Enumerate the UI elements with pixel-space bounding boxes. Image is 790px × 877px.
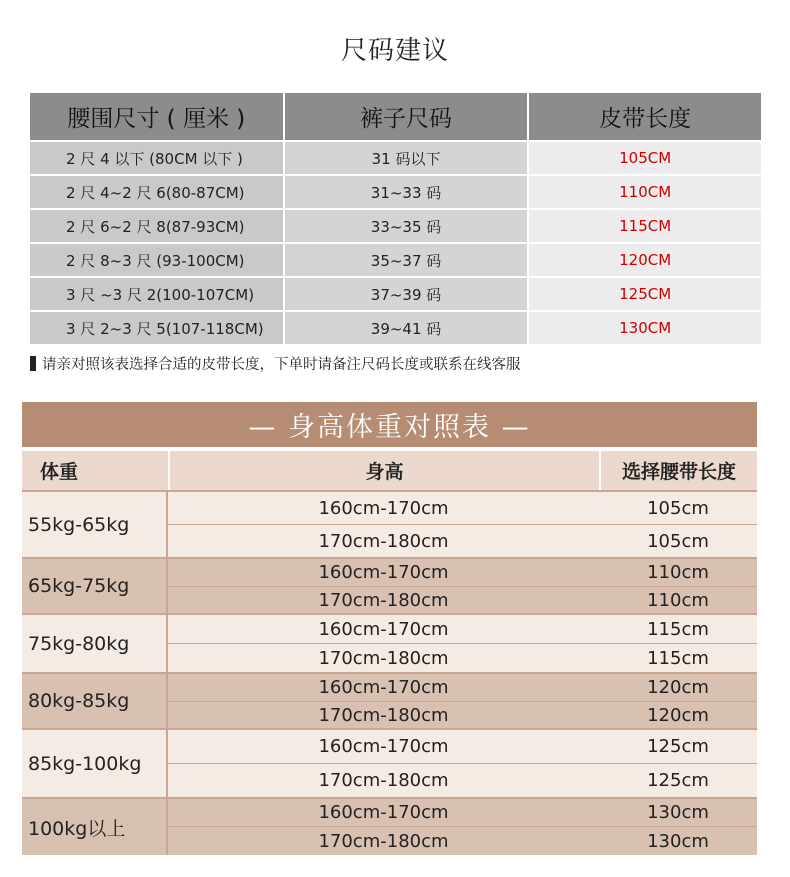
table-row [168, 826, 757, 855]
weight-cell: 55kg-65kg [22, 492, 168, 557]
belt-length-cell: 115CM [527, 210, 761, 242]
table-row [168, 763, 757, 797]
pants-size-cell: 35~37 码 [283, 244, 528, 276]
size-table [30, 93, 761, 344]
table-row [30, 208, 761, 242]
waist-cell: 3 尺 ~3 尺 2(100-107CM) [30, 278, 283, 310]
table-row [168, 674, 757, 701]
height-cell: 170cm-180cm [318, 770, 449, 791]
height-cell: 170cm-180cm [318, 704, 449, 726]
weight-cell: 85kg-100kg [22, 730, 168, 797]
weight-group [22, 799, 757, 855]
pants-size-cell: 33~35 码 [283, 210, 528, 242]
waist-cell: 3 尺 2~3 尺 5(107-118CM) [30, 312, 283, 344]
table-row [30, 140, 761, 174]
height-cell: 160cm-170cm [318, 802, 449, 823]
weight-cell: 80kg-85kg [22, 674, 168, 728]
belt-cell: 105cm [647, 530, 709, 552]
weight-cell: 65kg-75kg [22, 559, 168, 613]
table-row [168, 730, 757, 763]
size-table-header [30, 93, 761, 140]
belt-cell: 110cm [647, 562, 709, 583]
table-row [168, 586, 757, 613]
header-height: 身高 [168, 451, 599, 490]
belt-length-cell: 125CM [527, 278, 761, 310]
height-cell: 170cm-180cm [318, 530, 449, 552]
weight-cell: 75kg-80kg [22, 615, 168, 672]
table-row [168, 492, 757, 524]
belt-cell: 115cm [647, 647, 709, 669]
table-row [30, 310, 761, 344]
header-belt-length: 皮带长度 [527, 93, 761, 140]
size-suggestion-title: 尺码建议 [340, 36, 449, 66]
weight-group [22, 730, 757, 799]
height-cell: 160cm-170cm [318, 562, 449, 583]
belt-length-cell: 110CM [527, 176, 761, 208]
size-table-body [30, 140, 761, 344]
belt-cell: 120cm [647, 704, 709, 726]
belt-cell: 130cm [647, 802, 709, 823]
belt-cell: 115cm [647, 618, 709, 640]
header-weight: 体重 [40, 461, 79, 483]
note-marker-icon [30, 356, 36, 371]
note-text: 请亲对照该表选择合适的皮带长度，下单时请备注尺码长度或联系在线客服 [42, 357, 521, 373]
table-row [168, 701, 757, 728]
height-cell: 160cm-170cm [318, 736, 449, 757]
waist-cell: 2 尺 4 以下 (80CM 以下 ) [30, 142, 283, 174]
pants-size-cell: 37~39 码 [283, 278, 528, 310]
size-note [30, 353, 521, 374]
belt-cell: 125cm [647, 770, 709, 791]
table-row [168, 615, 757, 643]
header-waist: 腰围尺寸 ( 厘米 ) [30, 93, 283, 140]
weight-group [22, 559, 757, 615]
height-cell: 160cm-170cm [318, 677, 449, 698]
weight-group [22, 615, 757, 674]
belt-cell: 105cm [647, 497, 709, 519]
waist-cell: 2 尺 8~3 尺 (93-100CM) [30, 244, 283, 276]
height-cell: 160cm-170cm [318, 618, 449, 640]
height-cell: 170cm-180cm [318, 830, 449, 852]
belt-length-cell: 105CM [527, 142, 761, 174]
belt-cell: 110cm [647, 589, 709, 611]
table-row [30, 242, 761, 276]
table-row [168, 524, 757, 557]
table-row [30, 174, 761, 208]
waist-cell: 2 尺 6~2 尺 8(87-93CM) [30, 210, 283, 242]
pants-size-cell: 39~41 码 [283, 312, 528, 344]
weight-group [22, 674, 757, 730]
header-belt-choice: 选择腰带长度 [599, 451, 757, 490]
height-cell: 170cm-180cm [318, 589, 449, 611]
pants-size-cell: 31 码以下 [283, 142, 528, 174]
table-row [30, 276, 761, 310]
weight-table-banner: — 身高体重对照表 — [22, 402, 757, 447]
weight-height-table [22, 451, 757, 855]
table-row [168, 643, 757, 672]
weight-cell: 100kg以上 [22, 799, 168, 855]
belt-cell: 120cm [647, 677, 709, 698]
header-pants-size: 裤子尺码 [283, 93, 528, 140]
waist-cell: 2 尺 4~2 尺 6(80-87CM) [30, 176, 283, 208]
height-cell: 160cm-170cm [318, 497, 449, 519]
belt-length-cell: 120CM [527, 244, 761, 276]
belt-cell: 125cm [647, 736, 709, 757]
table-row [168, 799, 757, 826]
belt-cell: 130cm [647, 830, 709, 852]
weight-group [22, 492, 757, 559]
pants-size-cell: 31~33 码 [283, 176, 528, 208]
height-cell: 170cm-180cm [318, 647, 449, 669]
table-row [168, 559, 757, 586]
belt-length-cell: 130CM [527, 312, 761, 344]
weight-table-header [22, 451, 757, 492]
